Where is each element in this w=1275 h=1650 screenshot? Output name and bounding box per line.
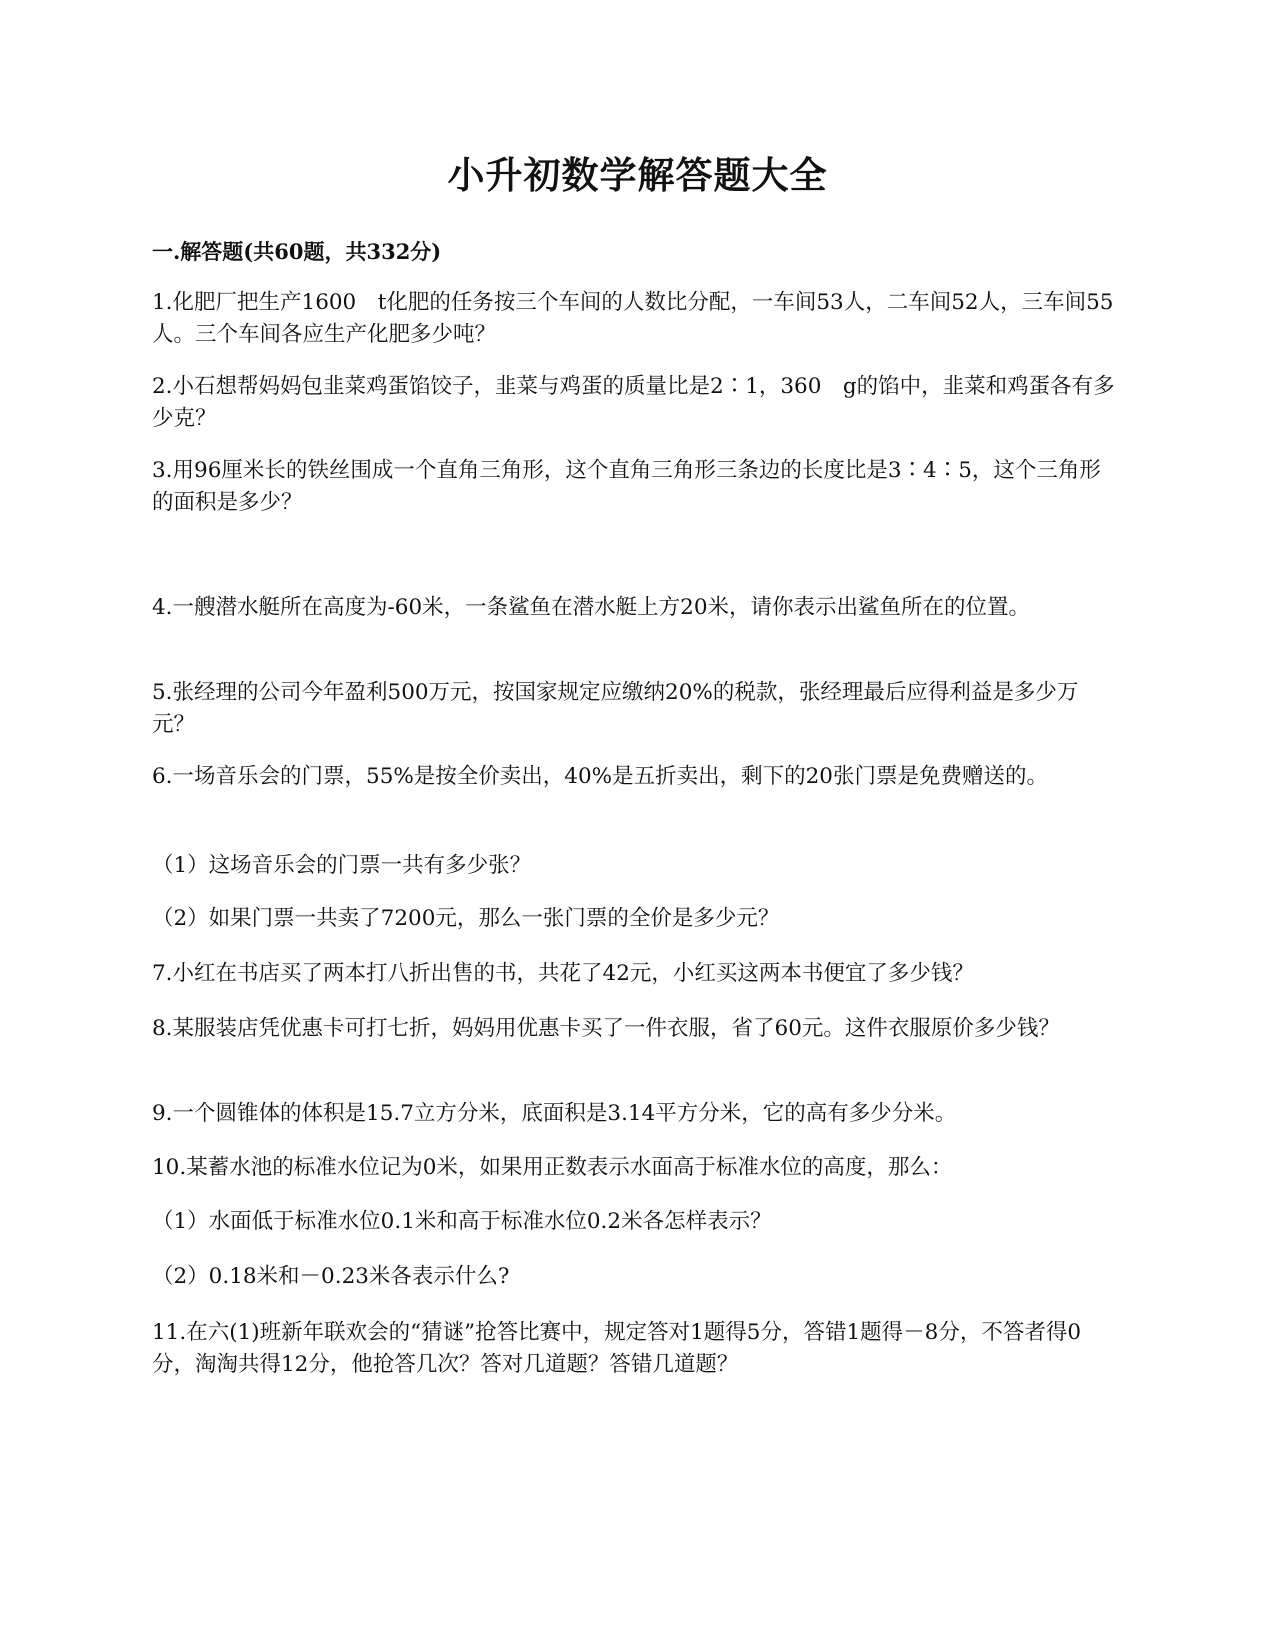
question-10-part-1: （1）水面低于标准水位0.1米和高于标准水位0.2米各怎样表示？ [152,1209,772,1234]
question-1: 1.化肥厂把生产1600 t化肥的任务按三个车间的人数比分配，一车间53人，二车间52人，三车间55人。三个车间各应生产化肥多少吨？ [152,290,1114,347]
question-9: 9.一个圆锥体的体积是15.7立方分米，底面积是3.14平方分米，它的高有多少分米。 [152,1101,957,1126]
section-heading: 一.解答题(共60题，共332分) [152,239,442,264]
question-7: 7.小红在书店买了两本打八折出售的书，共花了42元，小红买这两本书便宜了多少钱？ [152,961,974,986]
question-3: 3.用96厘米长的铁丝围成一个直角三角形，这个直角三角形三条边的长度比是3∶4∶5，这个三角形的面积是多少？ [152,458,1101,515]
question-6-part-2: （2）如果门票一共卖了7200元，那么一张门票的全价是多少元？ [152,906,780,931]
question-6: 6.一场音乐会的门票，55%是按全价卖出，40%是五折卖出，剩下的20张门票是免费赠送的。 [152,764,1048,789]
question-6-part-1: （1）这场音乐会的门票一共有多少张？ [152,853,532,878]
question-5: 5.张经理的公司今年盈利500万元，按国家规定应缴纳20%的税款，张经理最后应得利益是多少万元？ [152,680,1079,737]
page-title: 小升初数学解答题大全 [447,153,828,197]
question-10-part-2: （2）0.18米和－0.23米各表示什么? [152,1264,510,1289]
question-4: 4.一艘潜水艇所在高度为-60米，一条鲨鱼在潜水艇上方20米，请你表示出鲨鱼所在的位置。 [152,595,1030,620]
question-11: 11.在六(1)班新年联欢会的“猜谜”抢答比赛中，规定答对1题得5分，答错1题得－8分，不答者得0分，淘淘共得12分，他抢答几次？答对几道题？答错几道题？ [152,1320,1082,1377]
question-10: 10.某蓄水池的标准水位记为0米，如果用正数表示水面高于标准水位的高度，那么： [152,1155,953,1180]
question-2: 2.小石想帮妈妈包韭菜鸡蛋馅饺子，韭菜与鸡蛋的质量比是2∶1，360 g的馅中，韭菜和鸡蛋各有多少克？ [152,374,1115,431]
question-8: 8.某服装店凭优惠卡可打七折，妈妈用优惠卡买了一件衣服，省了60元。这件衣服原价多少钱？ [152,1016,1060,1041]
